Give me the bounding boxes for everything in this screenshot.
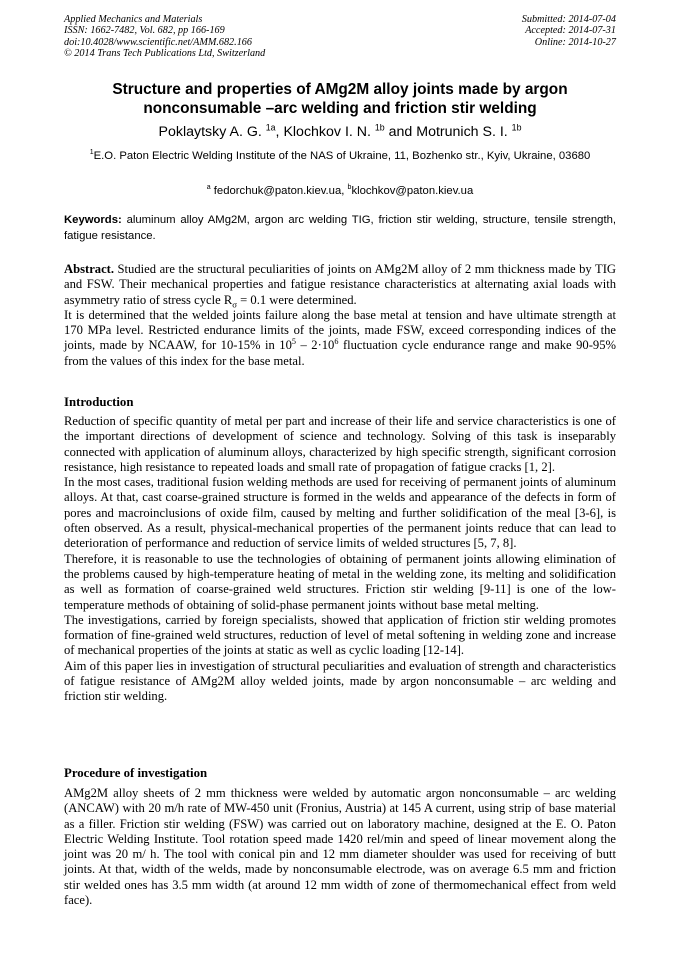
email-a-link[interactable]: fedorchuk@paton.kiev.ua bbox=[210, 185, 342, 197]
procedure-section bbox=[64, 766, 616, 908]
author-separator: and bbox=[384, 124, 417, 140]
procedure-heading: Procedure of investigation bbox=[64, 766, 208, 780]
abstract-text: Studied are the structural peculiarities of joints on AMg2M alloy of 2 mm thickness made by TIG and FSW. Their mechanical properties and fatigue resistance characteristics at alternating axial loads with asymmetry ratio of stress cycle R bbox=[64, 262, 616, 307]
abstract-paragraph-2 bbox=[64, 308, 616, 369]
author-2: Klochkov I. N. bbox=[283, 124, 375, 140]
email-b-mark: b bbox=[347, 184, 352, 192]
stress-ratio-subscript: σ bbox=[232, 299, 237, 310]
introduction-section bbox=[64, 395, 616, 705]
introduction-heading: Introduction bbox=[64, 395, 134, 409]
journal-copyright: © 2014 Trans Tech Publications Ltd, Switzerland bbox=[64, 48, 266, 60]
introduction-paragraph: Therefore, it is reasonable to use the technologies of obtaining of permanent joints allowing elimination of the problems caused by high-temperature heating of metal in the welding zone, its melting and solidification as well as formation of coarse-grained weld structures. Friction stir welding [9-11] is one of the low-temperature methods of obtaining of solid-phase permanent joints without base metal melting. bbox=[64, 551, 616, 612]
abstract-text: – 2·10 bbox=[296, 338, 335, 353]
email-b-link[interactable]: klochkov@paton.kiev.ua bbox=[351, 185, 474, 197]
abstract-text: It is determined that the welded joints failure along the base metal at tension and have ultimate strength at 170 MPa level. Restricted endurance limits of the joints, made FSW, exceed corresponding indices of the joints, made by NCAAW, for 10-15% in 10 bbox=[64, 307, 616, 353]
journal-issn: ISSN: 1662-7482, Vol. 682, pp 166-169 bbox=[64, 25, 225, 37]
author-1: Poklaytsky A. G. bbox=[158, 124, 266, 140]
affiliation-text: E.O. Paton Electric Welding Institute of the NAS of Ukraine, 11, Bozhenko str., Kyiv, Ukraine, 03680 bbox=[93, 150, 591, 162]
exponent: 5 bbox=[291, 337, 296, 347]
affiliation-mark: 1 bbox=[89, 149, 94, 157]
author-3-affil-mark: 1b bbox=[511, 122, 522, 133]
paper-title-line-1: Structure and properties of AMg2M alloy joints made by argon bbox=[112, 81, 568, 98]
affiliation bbox=[64, 149, 616, 164]
email-separator: , bbox=[341, 185, 348, 197]
author-list bbox=[64, 124, 616, 141]
email-a-mark: a bbox=[206, 184, 211, 192]
author-1-affil-mark: 1a bbox=[265, 122, 276, 133]
submission-dates bbox=[522, 14, 616, 48]
abstract-section bbox=[64, 262, 616, 369]
keywords-text: aluminum alloy AMg2M, argon arc welding TIG, friction stir welding, structure, tensile strength, fatigue resistance. bbox=[64, 214, 616, 242]
abstract-label: Abstract. bbox=[64, 262, 115, 276]
abstract-text: fluctuation cycle endurance range and make 90-95% from the values of this index for the base metal. bbox=[64, 338, 616, 368]
paper-title-line-2: nonconsumable –arc welding and friction stir welding bbox=[143, 100, 537, 117]
abstract-paragraph-1 bbox=[64, 262, 616, 308]
introduction-paragraph: Aim of this paper lies in investigation of structural peculiarities and evaluation of strength and characteristics of fatigue resistance of AMg2M alloy welded joints, made by argon nonconsumable – arc welding and friction stir welding. bbox=[64, 658, 616, 704]
introduction-paragraph: In the most cases, traditional fusion welding methods are used for receiving of permanent joints of aluminum alloys. At that, cast coarse-grained structure is formed in the welds and appearance of the defects in form of pores and macroinclusions of oxide film, caused by melting and further solidification of the meal [3-6], is often observed. As a result, physical-mechanical properties of the permanent joints reduce that can lead to deterioration of performance and reduction of service limits of welded structures [5, 7, 8]. bbox=[64, 475, 616, 551]
introduction-paragraph: The investigations, carried by foreign specialists, showed that application of friction stir welding promotes formation of fine-grained weld structures, reduction of level of metal softening in welding zone and increase of mechanical properties of the joints at static as well as cyclic loading [12-14]. bbox=[64, 612, 616, 658]
exponent: 6 bbox=[334, 337, 339, 347]
author-separator: , bbox=[275, 124, 284, 140]
journal-doi: doi:10.4028/www.scientific.net/AMM.682.166 bbox=[64, 36, 252, 48]
abstract-text: = 0.1 were determined. bbox=[237, 292, 357, 307]
author-3: Motrunich S. I. bbox=[416, 124, 512, 140]
author-2-affil-mark: 1b bbox=[374, 122, 385, 133]
author-emails bbox=[64, 184, 616, 198]
paper-title bbox=[64, 80, 616, 118]
keywords bbox=[64, 213, 616, 244]
online-date: Online: 2014-10-27 bbox=[534, 36, 616, 48]
journal-name: Applied Mechanics and Materials bbox=[64, 14, 203, 25]
accepted-date: Accepted: 2014-07-31 bbox=[525, 25, 616, 37]
submitted-date: Submitted: 2014-07-04 bbox=[521, 14, 616, 25]
procedure-paragraph: AMg2M alloy sheets of 2 mm thickness were welded by automatic argon nonconsumable – arc welding (ANCAW) with 20 m/h rate of MW-450 unit (Fronius, Austria) at 145 A current, using strip of base material as a filler. Friction stir welding (FSW) was carried out on laboratory machine, designed at the E. O. Paton Electric Welding Institute. Tool rotation speed made 1420 rel/min and speed of linear movement along the joint was 20 m/ h. The tool with conical pin and 12 mm diameter shoulder was used for receiving of butt joints. At that, width of the welds, made by nonconsumable electrode, was on average 6.5 mm and friction stir welded ones has 3.5 mm width (at around 12 mm width of zone of thermomechanical effect from weld face). bbox=[64, 786, 616, 908]
introduction-paragraph: Reduction of specific quantity of metal per part and increase of their life and service characteristics is one of the important directions of development of science and technology. Solving of this task is inseparably connected with application of aluminum alloys, characterized by high specific strength, significant corrosion resistance, high resistance to repeated loads and small rate of propagation of fatigue cracks [1, 2]. bbox=[64, 414, 616, 474]
keywords-label: Keywords: bbox=[64, 214, 122, 226]
journal-info bbox=[64, 14, 265, 60]
